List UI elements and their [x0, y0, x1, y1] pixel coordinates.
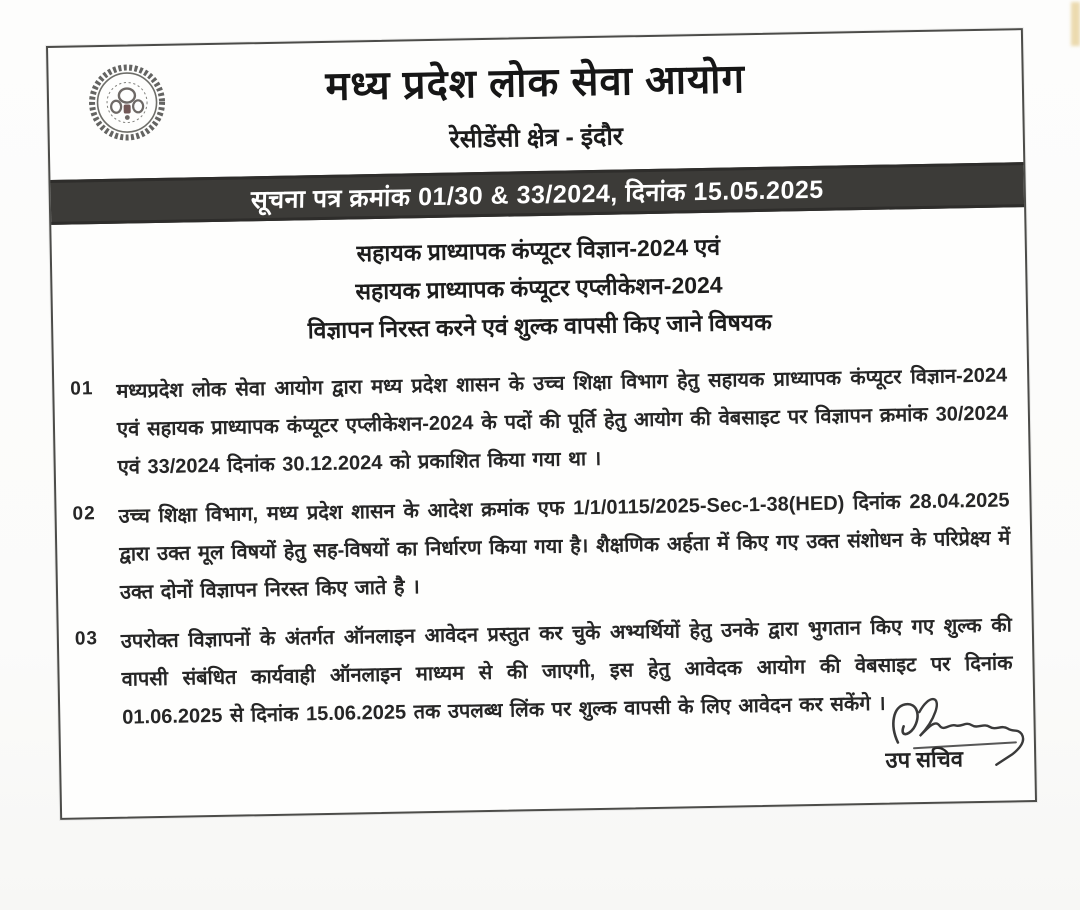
document-header [48, 30, 1023, 163]
page-subtitle: रेसीडेंसी क्षेत्र - इंदौर [449, 122, 624, 154]
notice-bar [50, 162, 1024, 225]
subject-line: सहायक प्राध्यापक कंप्यूटर विज्ञान-2024 एवं [356, 233, 721, 267]
signature-block [838, 742, 1029, 775]
page-title: मध्य प्रदेश लोक सेवा आयोग [325, 57, 746, 109]
notice-paragraph [75, 606, 1014, 737]
paragraph-number: 01 [70, 378, 94, 400]
subject-line: सहायक प्राध्यापक कंप्यूटर एप्लीकेशन-2024 [355, 271, 723, 305]
scan-artifact [1071, 2, 1080, 46]
notice-bar-text: सूचना पत्र क्रमांक 01/30 & 33/2024, दिनांक 15.05.2025 [250, 175, 824, 214]
paragraph-text: मध्यप्रदेश लोक सेवा आयोग द्वारा मध्य प्रदेश शासन के उच्च शिक्षा विभाग हेतु सहायक प्राध्यापक कंप्यूटर विज्ञान-2024 एवं सहायक प्राध्यापक कंप्यूटर एप्लीकेशन-2024 के पदों की पूर्ति हेतु आयोग की वेबसाइट पर विज्ञापन क्रमांक 30/2024 एवं 33/2024 दिनांक 30.12.2024 को प्रकाशित किया गया था । [116, 364, 1009, 479]
paragraph-number: 03 [74, 628, 99, 650]
paragraph-text: उपरोक्त विज्ञापनों के अंतर्गत ऑनलाइन आवेदन प्रस्तुत कर चुके अभ्यर्थियों हेतु उनके द्वारा भुगतान किए गए शुल्क की वापसी संबंधित कार्यवाही ऑनलाइन माध्यम से की जाएगी, इस हेतु आवेदक आयोग की वेबसाइट पर दिनांक 01.06.2025 से दिनांक 15.06.2025 तक उपलब्ध लिंक पर शुल्क वापसी के लिए आवेदन कर सकेंगे । [120, 614, 1013, 729]
paragraph-number: 02 [72, 503, 96, 525]
notice-body [70, 356, 1014, 737]
mppsc-seal-icon [86, 62, 167, 143]
notice-paragraph [70, 356, 1009, 487]
signatory-designation: उप सचिव [885, 746, 964, 773]
subject-block [52, 222, 1027, 354]
signature-scribble-icon [883, 684, 1035, 773]
notice-paragraph [72, 481, 1011, 612]
paragraph-text: उच्च शिक्षा विभाग, मध्य प्रदेश शासन के आदेश क्रमांक एफ 1/1/0115/2025-Sec-1-38(HED) दिनांक 28.04.2025 द्वारा उक्त मूल विषयों हेतु सह-विषयों का निर्धारण किया गया है। शैक्षणिक अर्हता में किए गए उक्त संशोधन के परिप्रेक्ष्य में उक्त दोनों विज्ञापन निरस्त किए जाते है । [118, 489, 1011, 604]
document-frame [46, 28, 1037, 820]
subject-line: विज्ञापन निरस्त करने एवं शुल्क वापसी किए जाने विषयक [307, 308, 772, 344]
